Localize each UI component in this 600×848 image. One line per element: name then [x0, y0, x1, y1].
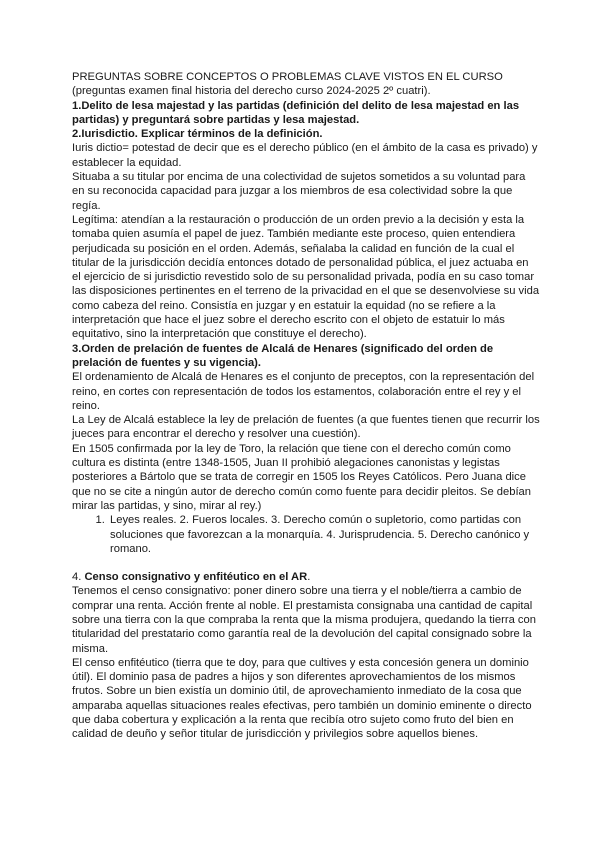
question-3-paragraph-1: El ordenamiento de Alcalá de Henares es el conjunto de preceptos, con la representación del reino, en cortes con representación de todos los estamentos, colaboración entre el rey y el reino. — [72, 371, 535, 412]
question-4-heading: Censo consignativo y enfitéutico en el AR — [84, 571, 308, 584]
doc-subtitle: (preguntas examen final historia del derecho curso 2024-2025 2º cuatri). — [72, 85, 431, 98]
question-2-heading: 2.Iurisdictio. Explicar términos de la definición. — [72, 128, 323, 141]
question-1-heading: 1.Delito de lesa majestad y las partidas (definición del delito de lesa majestad en las partidas) y preguntará sobre partidas y lesa majestad. — [72, 99, 520, 126]
question-3-paragraph-3: En 1505 confirmada por la ley de Toro, la relación que tiene con el derecho común como cultura es distinta (entre 1348-1505, Juan II prohibió alegaciones canonistas y legistas posteriores a Bártolo que se trata de corregir en 1505 los Reyes Católicos. Pero Juana dice que no se cite a ningún autor de derecho común como fuente para decidir pleitos. Se debían mirar las partidas, y sino, mirar al rey.) — [72, 442, 531, 512]
doc-title: PREGUNTAS SOBRE CONCEPTOS O PROBLEMAS CLAVE VISTOS EN EL CURSO — [72, 71, 503, 83]
question-4-heading-line — [72, 570, 540, 584]
question-4-number: 4. — [72, 571, 85, 584]
question-4-paragraph-1: Tenemos el censo consignativo: poner dinero sobre una tierra y el noble/tierra a cambio de comprar una renta. Acción frente al noble. El prestamista consignaba una cantidad de capital sobre una tierra con la que compraba la renta que la misma produjera, quedando la tierra con titularidad del prestatario como garantía real de la devolución del capital consignado sobre la misma. — [72, 585, 536, 655]
question-3-heading: 3.Orden de prelación de fuentes de Alcalá de Henares (significado del orden de prelación de fuentes y su vigencia). — [72, 342, 494, 369]
question-2-paragraph-1: Iuris dictio= potestad de decir que es el derecho público (en el ámbito de la casa es privado) y establecer la equidad. — [72, 142, 538, 169]
question-4-paragraph-2: El censo enfitéutico (tierra que te doy, para que cultives y esta concesión genera un dominio útil). El dominio pasa de padres a hijos y son diferentes aprovechamientos de los mismos frutos. Sobre un bien existía un dominio útil, de aprovechamiento inmediato de la cosa que amparaba aquellas situaciones reales efectivas, pero también un dominio eminente o directo que daba cobertura y explicación a la renta que recibía otro sujeto como fruto del bien en calidad de deuño y señor titular de jurisdicción y privilegios sobre aquellos bienes. — [72, 656, 532, 741]
spacer — [72, 556, 540, 570]
question-4-heading-end: . — [307, 571, 311, 584]
question-2-paragraph-3: Legítima: atendían a la restauración o producción de un orden previo a la decisión y esta la tomaba quien asumía el papel de juez. También mediante este proceso, quien entendiera perjudicada su posición en el orden. Además, señalaba la calidad en función de la cual el titular de la jurisdicción decidía entonces dotado de personalidad pública, el juez actuaba en el ejercicio de si jurisdictio revestido solo de su personalidad privada, podía en su caso tomar las disposiciones pertinentes en el terreno de la privacidad en el que se desenvolviese su vida como cabeza del reino. Consistía en juzgar y en estatuir la equidad (no se refiere a la interpretación que hace el juez sobre el derecho escrito con el objeto de estatuir lo más equitativo, sino la interpretación que constituye el derecho). — [72, 213, 540, 341]
question-2-paragraph-2: Situaba a su titular por encima de una colectividad de sujetos sometidos a su voluntad para en su reconocida capacidad para juzgar a los miembros de esa colectividad sobre la que regía. — [72, 171, 526, 212]
list-item: 1. Leyes reales. 2. Fueros locales. 3. Derecho común o supletorio, como partidas con soluciones que favorezcan a la monarquía. 4. Jurisprudencia. 5. Derecho canónico y romano. — [108, 513, 540, 556]
sources-list — [72, 513, 540, 556]
question-3-paragraph-2: La Ley de Alcalá establece la ley de prelación de fuentes (a que fuentes tienen que recurrir los jueces para encontrar el derecho y resolver una cuestión). — [72, 414, 540, 441]
